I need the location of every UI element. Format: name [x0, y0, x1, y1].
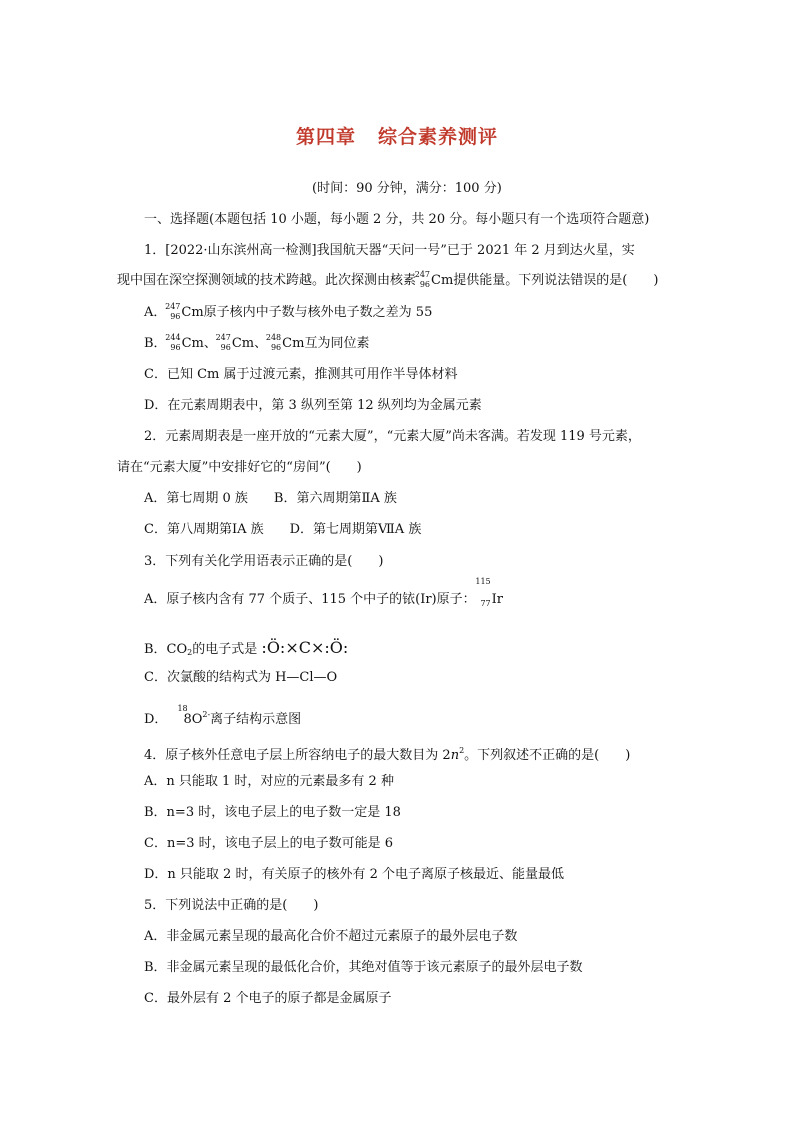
- section-heading: 一、选择题(本题包括 10 小题，每小题 2 分，共 20 分。每小题只有一个选项符合题意): [144, 212, 650, 227]
- q2-options-ab: A．第七周期 0 族 B．第六周期第ⅡA 族: [144, 491, 397, 506]
- q2-stem-line1: 2．元素周期表是一座开放的“元素大厦”，“元素大厦”尚未客满。若发现 119 号元素，: [144, 429, 641, 444]
- q3-option-a: A．原子核内含有 77 个质子、115 个中子的铱(Ir)原子： 115 77 Ir: [144, 577, 503, 608]
- q1-option-b: B． 244 96 Cm、 247 96 Cm、 248 96 Cm互为同位素: [144, 333, 370, 352]
- q4-option-a: A．n 只能取 1 时，对应的元素最多有 2 种: [144, 774, 394, 789]
- q4-option-c: C．n=3 时，该电子层上的电子数可能是 6: [144, 836, 394, 851]
- chapter-name: 综合素养测评: [378, 126, 499, 148]
- q5-option-b: B．非金属元素呈现的最低化合价，其绝对值等于该元素原子的最外层电子数: [144, 960, 583, 975]
- chapter-number: 第四章: [295, 126, 356, 148]
- q4-stem: 4．原子核外任意电子层上所容纳电子的最大数目为 $2n^2$。下列叙述不正确的是( ): [144, 746, 631, 763]
- q3-option-b: B．$CO_2$的电子式是 :Ö:×C×:Ö:: [144, 638, 349, 657]
- q1-option-c: C．已知 Cm 属于过渡元素，推测其可用作半导体材料: [144, 367, 458, 382]
- q5-option-a: A．非金属元素呈现的最高化合价不超过元素原子的最外层电子数: [144, 929, 518, 944]
- exam-meta: (时间：90 分钟，满分：100 分): [312, 181, 502, 196]
- q4-option-d: D．n 只能取 2 时，有关原子的核外有 2 个电子离原子核最近、能量最低: [144, 867, 564, 882]
- q4-option-b: B．n=3 时，该电子层上的电子数一定是 18: [144, 805, 401, 820]
- q1-stem-line1: 1．[2022·山东滨州高一检测]我国航天器“天问一号”已于 2021 年 2 月到达火星，实: [144, 243, 635, 258]
- q1-option-d: D．在元素周期表中，第 3 纵列至第 12 纵列均为金属元素: [144, 398, 482, 413]
- q5-option-c: C．最外层有 2 个电子的原子都是金属原子: [144, 991, 392, 1006]
- q2-options-cd: C．第八周期第ⅠA 族 D．第七周期第ⅦA 族: [144, 522, 422, 537]
- q3-stem: 3．下列有关化学用语表示正确的是( ): [144, 554, 384, 569]
- q3-option-c: C．次氯酸的结构式为 H—Cl—O: [144, 670, 338, 685]
- q1-stem-line2: 现中国在深空探测领域的技术跨越。此次探测由核素 247 96 Cm提供能量。下列说法错误的是( ): [117, 270, 659, 289]
- q5-stem: 5．下列说法中正确的是( ): [144, 898, 319, 913]
- q1-nuclide: 247 96: [414, 270, 431, 289]
- q2-stem-line2: 请在“元素大厦”中安排好它的“房间”( ): [117, 460, 362, 475]
- co2-electron-formula: :Ö:×C×:Ö:: [261, 638, 349, 657]
- q1-option-a: A． 247 96 Cm原子核内中子数与核外电子数之差为 55: [144, 302, 433, 321]
- q3-option-d: D． 18 $8O^{2-}$离子结构示意图: [144, 704, 302, 727]
- chapter-title: [0, 122, 794, 149]
